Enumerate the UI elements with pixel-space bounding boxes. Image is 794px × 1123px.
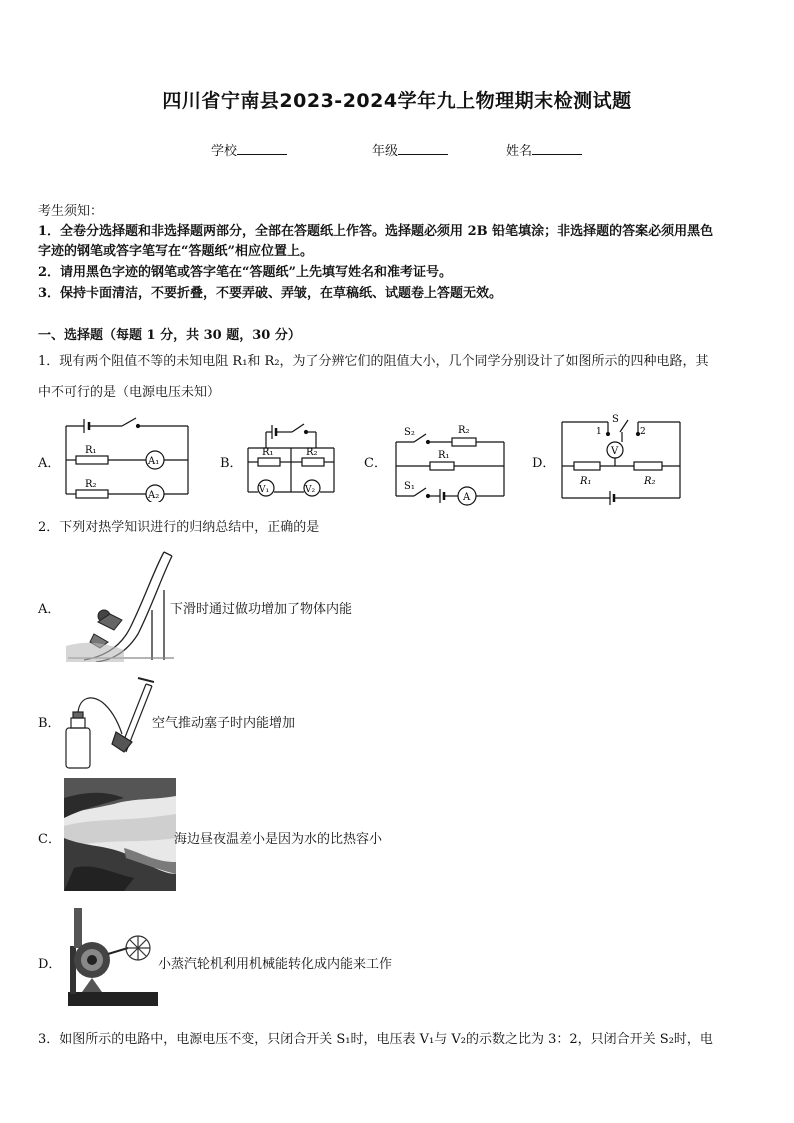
circuit-d-r2-label: R₂ (644, 476, 656, 487)
circuit-d-diagram (558, 410, 688, 506)
circuit-c-s1-label: S₁ (404, 481, 415, 492)
circuit-b-r2-label: R₂ (306, 447, 318, 458)
grade-field (372, 140, 448, 159)
school-field (211, 140, 287, 159)
grade-label: 年级 (372, 144, 399, 159)
q2-option-d-text: 小蒸汽轮机利用机械能转化成内能来工作 (158, 957, 393, 972)
circuit-d-terminal-2: 2 (640, 427, 646, 437)
q1-option-c-letter[interactable]: C． (364, 456, 387, 471)
circuit-b-diagram (244, 420, 339, 500)
school-label: 学校 (211, 144, 238, 159)
q3-stem-line1: 3．如图所示的电路中，电源电压不变，只闭合开关 S₁时，电压表 V₁与 V₂的示数之比为 3：2，只闭合开关 S₂时，电 (38, 1032, 713, 1047)
circuit-a-a1-label: A₁ (148, 456, 160, 467)
grade-blank[interactable] (398, 142, 448, 155)
steam-turbine-image (62, 906, 160, 1012)
circuit-b-v2-label: V₂ (305, 485, 316, 495)
circuit-c-s2-label: S₂ (404, 427, 415, 438)
q2-option-b-text: 空气推动塞子时内能增加 (152, 716, 296, 731)
school-blank[interactable] (237, 142, 287, 155)
circuit-d-s-label: S (612, 414, 619, 425)
q2-option-d-letter[interactable]: D． (38, 957, 62, 972)
name-blank[interactable] (532, 142, 582, 155)
q2-option-b-letter[interactable]: B． (38, 716, 61, 731)
notice-item-1a: 1．全卷分选择题和非选择题两部分，全部在答题纸上作答。选择题必须用 2B 铅笔填涂；非选择题的答案必须用黑色 (38, 224, 714, 239)
name-label: 姓名 (506, 144, 533, 159)
notice-item-1b: 字迹的钢笔或答字笔写在“答题纸”相应位置上。 (38, 244, 313, 259)
q1-stem-line1: 1．现有两个阻值不等的未知电阻 R₁和 R₂，为了分辨它们的阻值大小，几个同学分别设计了如图所示的四种电路，其 (38, 354, 709, 369)
circuit-a-r2-label: R₂ (85, 479, 97, 490)
circuit-a-a2-label: A₂ (148, 490, 160, 501)
q1-stem-line2: 中不可行的是（电源电压未知） (38, 385, 221, 400)
circuit-d-r1-label: R₁ (580, 476, 592, 487)
q2-option-a-letter[interactable]: A． (38, 602, 61, 617)
circuit-b-v1-label: V₁ (259, 485, 270, 495)
air-pump-bottle-image (62, 672, 154, 772)
name-field (506, 140, 582, 159)
q1-option-b-letter[interactable]: B． (220, 456, 243, 471)
circuit-d-terminal-1: 1 (596, 427, 602, 437)
seaside-photo (64, 778, 176, 891)
circuit-d-voltmeter-label: V (611, 446, 619, 457)
circuit-c-r1-label: R₁ (438, 450, 450, 461)
notice-item-3: 3．保持卡面清洁，不要折叠，不要弄破、弄皱，在草稿纸、试题卷上答题无效。 (38, 286, 503, 301)
circuit-a-r1-label: R₁ (85, 445, 97, 456)
q2-option-a-text: 下滑时通过做功增加了物体内能 (170, 602, 353, 617)
circuit-a-diagram (60, 414, 195, 502)
page-title: 四川省宁南县2023-2024学年九上物理期末检测试题 (162, 90, 632, 112)
notice-item-2: 2．请用黑色字迹的钢笔或答字笔在“答题纸”上先填写姓名和准考证号。 (38, 265, 453, 280)
circuit-c-r2-label: R₂ (458, 425, 470, 436)
section-heading: 一、选择题（每题 1 分，共 30 题，30 分） (38, 328, 301, 343)
circuit-b-r1-label: R₁ (262, 447, 274, 458)
q1-option-a-letter[interactable]: A． (38, 456, 61, 471)
circuit-c-diagram (390, 418, 510, 508)
q2-option-c-letter[interactable]: C． (38, 832, 61, 847)
q1-option-d-letter[interactable]: D． (532, 456, 556, 471)
q2-stem: 2．下列对热学知识进行的归纳总结中，正确的是 (38, 520, 320, 535)
circuit-c-ammeter-label: A (463, 492, 471, 503)
notice-heading: 考生须知： (38, 204, 104, 219)
slide-image (64, 550, 174, 662)
q2-option-c-text: 海边昼夜温差小是因为水的比热容小 (174, 832, 383, 847)
